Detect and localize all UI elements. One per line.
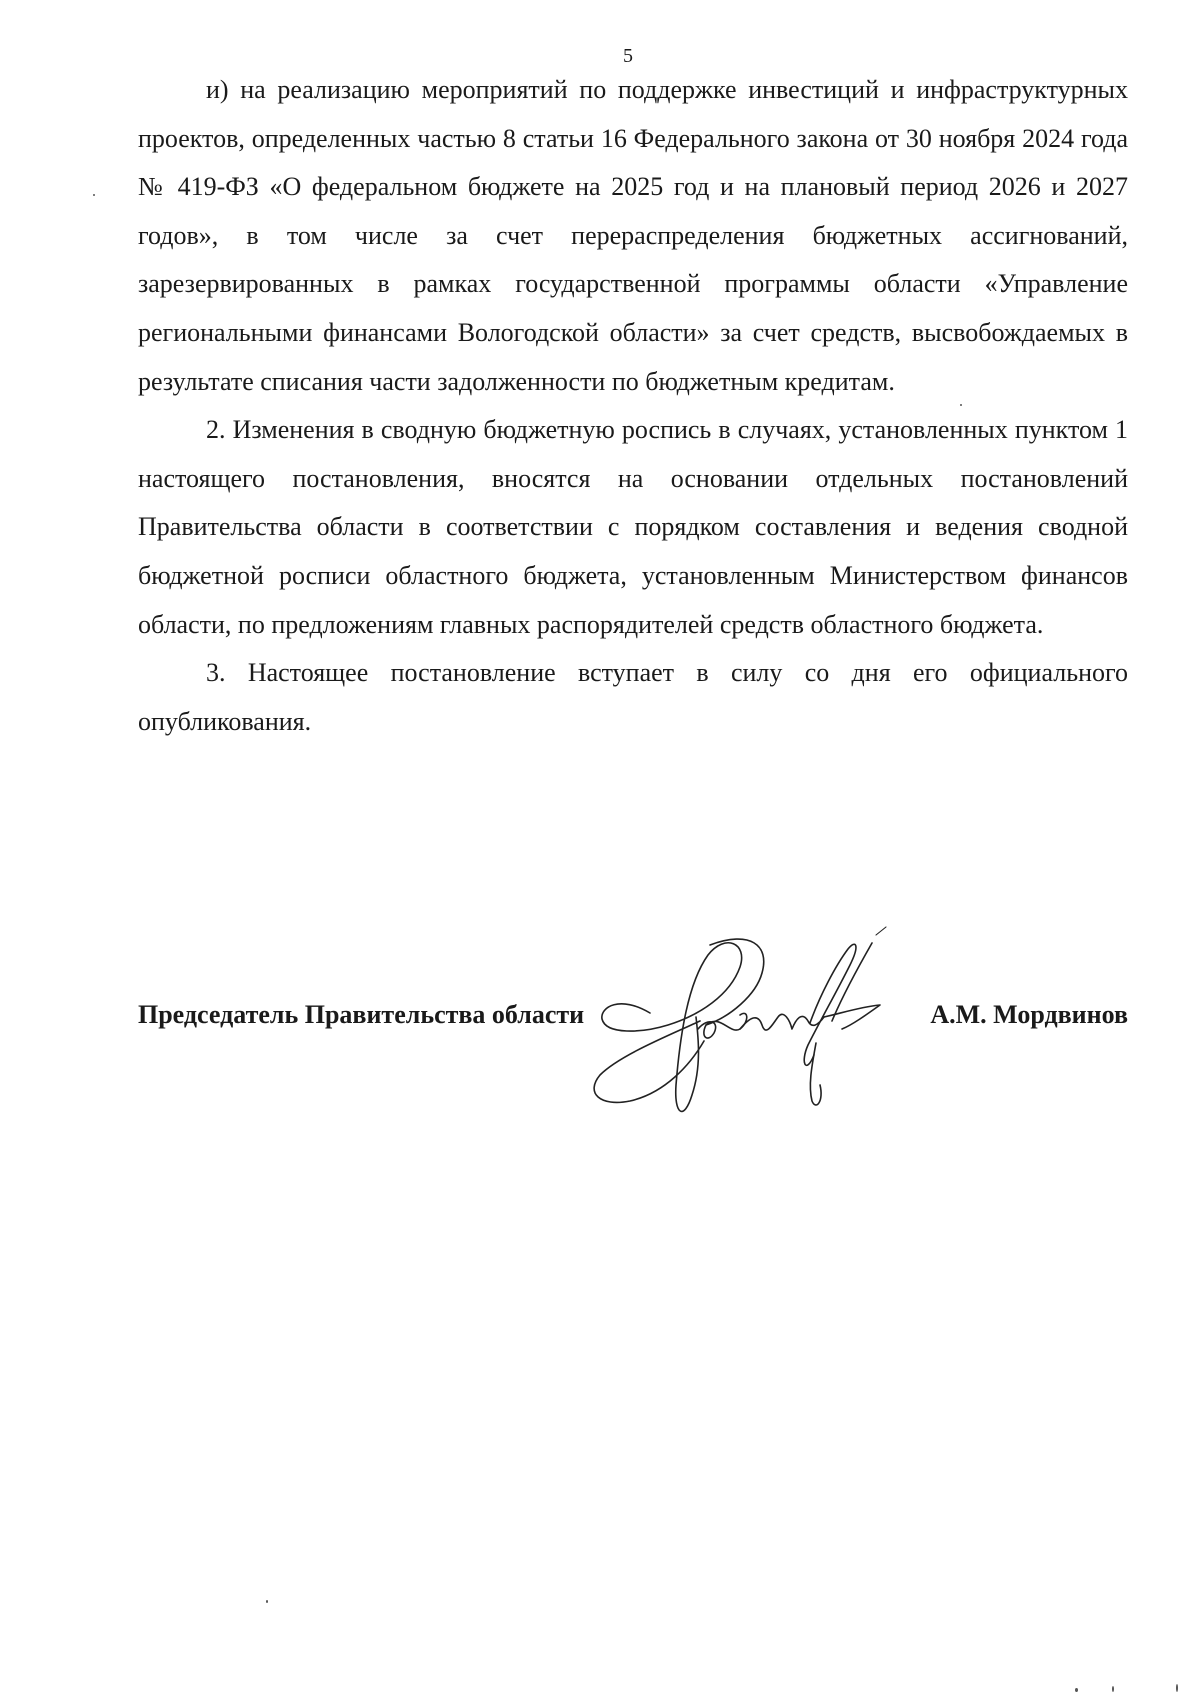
- paragraph-3: 3. Настоящее постановление вступает в силу со дня его официального опубликования.: [138, 658, 1128, 736]
- scan-speck: [93, 194, 95, 196]
- scan-speck: [1112, 1686, 1114, 1692]
- handwritten-signature-icon: [580, 925, 940, 1125]
- scan-speck: [1176, 1684, 1178, 1692]
- document-body: [138, 66, 1128, 746]
- page-number: 5: [623, 45, 633, 67]
- scan-speck: [1075, 1688, 1078, 1692]
- scan-speck: [266, 1600, 268, 1603]
- paragraph-item-i: и) на реализацию мероприятий по поддержке инвестиций и инфраструктурных проектов, определенных частью 8 статьи 16 Федерального закона от 30 ноября 2024 года № 419-ФЗ «О федеральном бюджете на 2025 год и на плановый период 2026 и 2027 годов», в том числе за счет перераспределения бюджетных ассигнований, зарезервированных в рамках государственной программы области «Управление региональными финансами Вологодской области» за счет средств, высвобождаемых в результате списания части задолженности по бюджетным кредитам.: [138, 75, 1128, 396]
- signer-title: Председатель Правительства области: [138, 1000, 585, 1029]
- paragraph-2: 2. Изменения в сводную бюджетную роспись в случаях, установленных пунктом 1 настоящего постановления, вносятся на основании отдельных постановлений Правительства области в соответствии с порядком составления и ведения сводной бюджетной росписи областного бюджета, установленным Министерством финансов области, по предложениям главных распорядителей средств областного бюджета.: [138, 415, 1128, 639]
- signer-name: А.М. Мордвинов: [930, 1000, 1128, 1029]
- scan-speck: [960, 404, 962, 406]
